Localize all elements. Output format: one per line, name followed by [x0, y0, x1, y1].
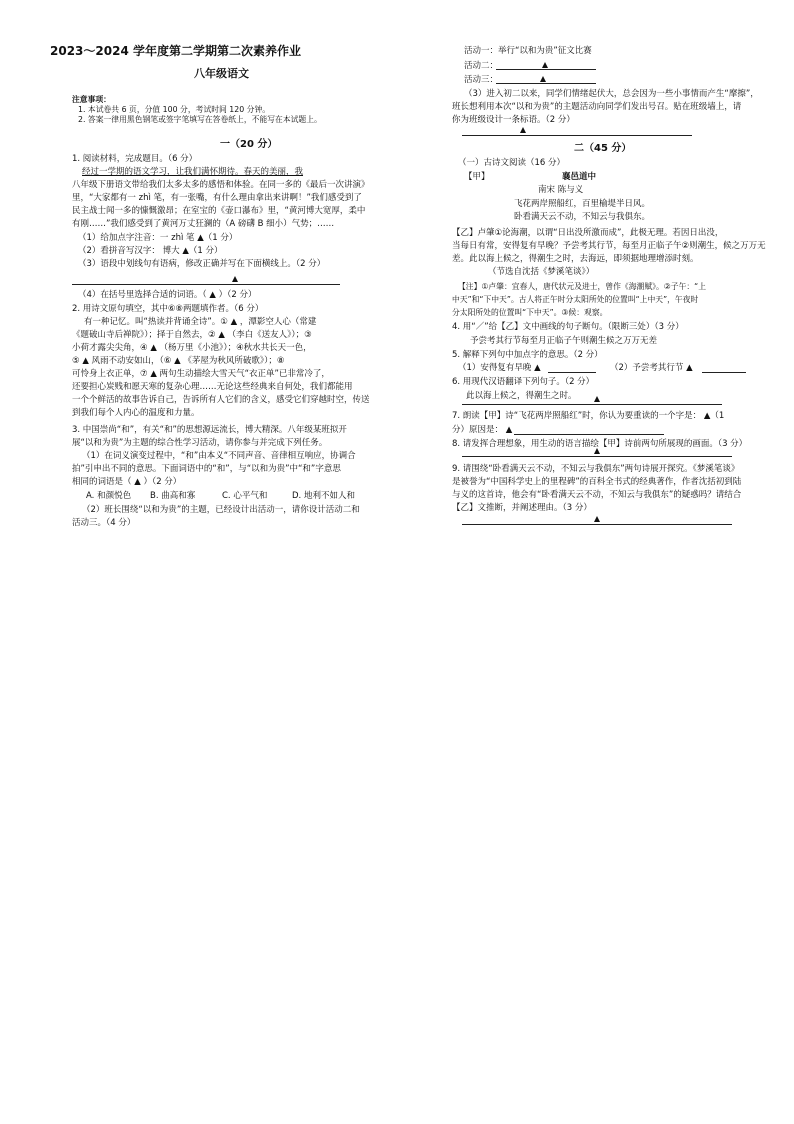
- answer-marker: [542, 62, 548, 68]
- q2-line: 一个个鲜活的故事告诉自己，告诉所有人它们的含义，感受它们穿越时空，传送: [72, 395, 370, 405]
- q5-item: （2）予尝考其行节 ▲: [610, 363, 693, 373]
- yi-source: （节选自沈括《梦溪笔谈》）: [488, 267, 595, 277]
- q2-line: 可怜身上衣正单，⑦ ▲ 两句生动描绘大雪天气“衣正单”已非常冷了，: [72, 369, 330, 379]
- jia-label: 【甲】: [464, 172, 490, 182]
- answer-marker: [594, 516, 600, 522]
- section-two-heading: 二（45 分）: [574, 143, 632, 154]
- q9-answer-line[interactable]: [462, 524, 732, 525]
- q1-sub: （2）看拼音写汉字： 博大 ▲（1 分）: [78, 246, 223, 256]
- q9-line: 9. 请围绕“卧看满天云不动，不知云与我俱东”两句诗展开探究。《梦溪笔谈》: [452, 464, 740, 474]
- q2-stem: 2. 用诗文原句填空，其中⑥⑧两题填作者。（6 分）: [72, 304, 264, 314]
- q5-answer-line[interactable]: [548, 372, 596, 373]
- q1-stem: 1. 阅读材料，完成题目。（6 分）: [72, 154, 198, 164]
- note-line: 分太阳所处的位置叫“下中天”。③候：观察。: [452, 308, 608, 317]
- poem-line: 飞花两岸照船红，百里榆堤半日风。: [514, 199, 651, 209]
- q3-stem: 3. 中国崇尚“和”，有关“和”的思想源远流长，博大精深。八年级某班拟开: [72, 425, 347, 435]
- poem-title: 襄邑道中: [562, 172, 597, 182]
- q4-sentence: 予尝考其行节每至月正临子午则潮生候之万万无差: [470, 336, 658, 346]
- q6-sentence: 此以海上候之，得潮生之时。: [466, 391, 577, 401]
- q1-line: 有刚……”我们感受到了黄河万丈狂澜的（A 磅礴 B 细小）气势；……: [72, 219, 335, 229]
- q3-option-b[interactable]: B. 曲高和寡: [150, 491, 196, 501]
- q6-answer-line[interactable]: [462, 404, 722, 405]
- section-one-heading: 一（20 分）: [220, 139, 278, 150]
- q9-line: 与义的这首诗，他会有“卧看满天云不动，不知云与我俱东”的疑惑吗？请结合: [452, 490, 742, 500]
- q2-line: 《题破山寺后禅院》）；择于自然去，② ▲ （李白《送友人》）；③: [72, 330, 312, 340]
- note-line: 【注】①卢肇：宜春人，唐代状元及进士，曾作《海潮赋》。②子午：“上: [458, 282, 707, 291]
- q2-line: 到我们每个人内心的温度和力量。: [72, 408, 200, 418]
- q3-option-d[interactable]: D. 地利不如人和: [292, 491, 355, 501]
- q2-line: 小荷才露尖尖角，④ ▲ （杨万里《小池》）；④秋水共长天一色，: [72, 343, 312, 353]
- slogan-input[interactable]: [462, 135, 692, 136]
- q1-line: 民主战士闻一多的慷慨激昂；在室宝的《壶口瀑布》里，“黄河博大宽厚，柔中: [72, 206, 366, 216]
- q3-3-line: 你为班级设计一条标语。（2 分）: [452, 115, 575, 125]
- answer-line[interactable]: [72, 284, 340, 285]
- answer-marker: [540, 76, 546, 82]
- q1-sub: （4）在括号里选择合适的词语。（ ▲ ）（2 分）: [78, 290, 257, 300]
- q3-stem: （1）在词义演变过程中，“和”由本义“不同声音、音律相互响应，协调合: [82, 451, 356, 461]
- yi-line: 【乙】卢肇①论海潮，以谓“日出没所激而成”，此极无理。若因日出没，: [452, 228, 724, 238]
- q7-line: 分）原因是： ▲: [452, 425, 513, 435]
- note-line: 中天”和“下中天”。古人将正午时分太阳所处的位置叫“上中天”，午夜时: [452, 295, 699, 304]
- q5-stem: 5. 解释下列句中加点字的意思。（2 分）: [452, 350, 603, 360]
- poem-author: 南宋 陈与义: [538, 185, 584, 195]
- q8-stem: 8. 请发挥合理想象，用生动的语言描绘【甲】诗前两句所展现的画面。（3 分）: [452, 439, 748, 449]
- q3-task2: 活动三。（4 分）: [72, 518, 136, 528]
- exam-title: 2023～2024 学年度第二学期第二次素养作业: [50, 44, 301, 58]
- q9-line: 【乙】文推断，并阐述理由。（3 分）: [452, 503, 592, 513]
- q8-answer-line[interactable]: [462, 456, 732, 457]
- activity-three-label: 活动三：: [464, 75, 499, 85]
- answer-marker: [520, 127, 526, 133]
- q3-stem: 拍”引申出不同的意思。下面词语中的“和”，与“以和为贵”中“和”字意思: [72, 464, 341, 474]
- q3-option-c[interactable]: C. 心平气和: [222, 491, 268, 501]
- q1-sub: （3）语段中划线句有语病，修改正确并写在下面横线上。（2 分）: [78, 259, 326, 269]
- q7-line: 7. 朗读【甲】诗“飞花两岸照船红”时，你认为要重读的一个字是： ▲（1: [452, 411, 725, 421]
- answer-marker: [594, 448, 600, 454]
- activity-one: 活动一：举行“以和为贵”征文比赛: [464, 46, 592, 56]
- notes-item: 1. 本试卷共 6 页，分值 100 分，考试时间 120 分钟。: [78, 105, 271, 114]
- q3-stem: 相同的词语是（ ▲ ）（2 分）: [72, 477, 182, 487]
- activity-two-label: 活动二：: [464, 61, 499, 71]
- notes-heading: 注意事项：: [72, 95, 111, 104]
- q4-stem: 4. 用“／”给【乙】文中画线的句子断句。（限断三处）（3 分）: [452, 322, 684, 332]
- q1-line: 经过一学期的语文学习，让我们满怀期待。春天的美丽，我: [82, 167, 304, 177]
- yi-line: 当每日有常，安得复有早晚？予尝考其行节，每至月正临子午②则潮生，候之万万无: [452, 241, 766, 251]
- q5-item: （1）安得复有早晚 ▲: [458, 363, 541, 373]
- part-one-heading: （一）古诗文阅读（16 分）: [458, 158, 566, 168]
- exam-subject: 八年级语文: [194, 67, 249, 80]
- activity-two-input[interactable]: [496, 69, 596, 70]
- q5-answer-line[interactable]: [702, 372, 746, 373]
- answer-marker: [594, 396, 600, 402]
- q2-line: 还要担心炭贱和愿天寒的复杂心理……无论这些经典来自何处，我们都能用: [72, 382, 353, 392]
- yi-line: 差。此以海上候之，得潮生之时，去海远，即须据地理增添时刻。: [452, 254, 699, 264]
- q1-line: 八年级下册语文带给我们太多太多的感悟和体验。在同一多的《最后一次讲演》: [72, 180, 370, 190]
- answer-marker: [232, 276, 238, 282]
- q2-line: 有一种记忆。叫“热读并背诵全诗”。① ▲ ，潭影空人心（常建: [84, 317, 317, 327]
- q3-3-line: （3）进入初二以来，同学们情绪起伏大，总会因为一些小事情而产生“摩擦”，: [464, 89, 759, 99]
- q3-task2: （2）班长围绕“以和为贵”的主题，已经设计出活动一，请你设计活动二和: [82, 505, 360, 515]
- q1-sub: （1）给加点字注音：一 zhì 笔 ▲（1 分）: [78, 233, 238, 243]
- q6-stem: 6. 用现代汉语翻译下列句子。（2 分）: [452, 377, 595, 387]
- poem-line: 卧看满天云不动，不知云与我俱东。: [514, 212, 651, 222]
- q3-3-line: 班长想利用本次“以和为贵”的主题活动向同学们发出号召。贴在班级墙上，请: [452, 102, 742, 112]
- notes-item: 2. 答案一律用黑色钢笔或签字笔填写在答卷纸上，不能写在本试题上。: [78, 115, 322, 124]
- q2-line: ⑤ ▲ 风雨不动安如山，（⑥ ▲ 《茅屋为秋风所破歌》）；⑧: [72, 356, 285, 366]
- q9-line: 是被誉为“中国科学史上的里程碑”的百科全书式的经典著作，作者沈括初到陆: [452, 477, 742, 487]
- activity-three-input[interactable]: [496, 83, 596, 84]
- q3-stem: 展“以和为贵”为主题的综合性学习活动，请你参与并完成下列任务。: [72, 438, 328, 448]
- q3-option-a[interactable]: A. 和颜悦色: [86, 491, 132, 501]
- q1-line: 里，“大家都有一 zhì 笔，有一张嘴，有什么理由拿出来讲啊！”我们感受到了: [72, 193, 362, 203]
- q7-answer-line[interactable]: [514, 434, 664, 435]
